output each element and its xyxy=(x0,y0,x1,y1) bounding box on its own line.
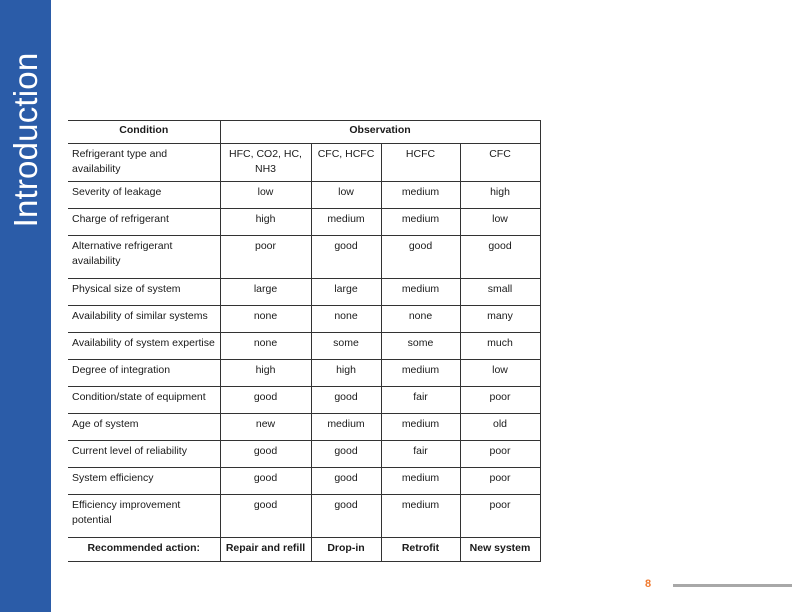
value-cell: low xyxy=(311,182,381,209)
condition-cell: Age of system xyxy=(68,414,220,441)
value-cell: medium xyxy=(381,495,460,538)
value-cell: small xyxy=(460,279,540,306)
table-row xyxy=(68,360,540,387)
value-cell: medium xyxy=(381,182,460,209)
recommended-action-row xyxy=(68,538,540,562)
value-cell: high xyxy=(220,360,311,387)
value-cell: low xyxy=(460,209,540,236)
value-cell: high xyxy=(220,209,311,236)
condition-cell: Availability of system expertise xyxy=(68,333,220,360)
value-cell: poor xyxy=(460,468,540,495)
action-label: Recommended action: xyxy=(68,538,220,562)
value-cell: old xyxy=(460,414,540,441)
header-observation: Observation xyxy=(220,121,540,144)
value-cell: some xyxy=(311,333,381,360)
value-cell: fair xyxy=(381,387,460,414)
value-cell: good xyxy=(311,236,381,279)
table-row xyxy=(68,236,540,279)
action-cell: Repair and refill xyxy=(220,538,311,562)
value-cell: good xyxy=(311,468,381,495)
value-cell: medium xyxy=(381,360,460,387)
condition-cell: Severity of leakage xyxy=(68,182,220,209)
action-cell: New system xyxy=(460,538,540,562)
value-cell: poor xyxy=(460,441,540,468)
condition-cell: Physical size of system xyxy=(68,279,220,306)
value-cell: large xyxy=(311,279,381,306)
value-cell: good xyxy=(220,387,311,414)
value-cell: poor xyxy=(460,495,540,538)
value-cell: good xyxy=(460,236,540,279)
value-cell: much xyxy=(460,333,540,360)
header-condition: Condition xyxy=(68,121,220,144)
value-cell: good xyxy=(311,387,381,414)
condition-cell: System efficiency xyxy=(68,468,220,495)
value-cell: HCFC xyxy=(381,144,460,182)
table-row xyxy=(68,441,540,468)
value-cell: new xyxy=(220,414,311,441)
table-row xyxy=(68,333,540,360)
value-cell: none xyxy=(220,306,311,333)
condition-cell: Alternative refrigerant availability xyxy=(68,236,220,279)
value-cell: good xyxy=(220,468,311,495)
value-cell: high xyxy=(311,360,381,387)
footer-divider xyxy=(673,584,792,587)
value-cell: medium xyxy=(311,414,381,441)
value-cell: HFC, CO2, HC, NH3 xyxy=(220,144,311,182)
condition-cell: Charge of refrigerant xyxy=(68,209,220,236)
value-cell: low xyxy=(220,182,311,209)
value-cell: CFC xyxy=(460,144,540,182)
condition-cell: Refrigerant type and availability xyxy=(68,144,220,182)
condition-cell: Degree of integration xyxy=(68,360,220,387)
value-cell: good xyxy=(381,236,460,279)
value-cell: good xyxy=(311,495,381,538)
value-cell: good xyxy=(220,495,311,538)
condition-cell: Current level of reliability xyxy=(68,441,220,468)
table-row xyxy=(68,209,540,236)
value-cell: fair xyxy=(381,441,460,468)
table-header-row xyxy=(68,121,540,144)
action-cell: Drop-in xyxy=(311,538,381,562)
action-cell: Retrofit xyxy=(381,538,460,562)
value-cell: medium xyxy=(381,209,460,236)
value-cell: none xyxy=(311,306,381,333)
value-cell: poor xyxy=(460,387,540,414)
section-title: Introduction xyxy=(6,52,44,228)
value-cell: poor xyxy=(220,236,311,279)
condition-cell: Condition/state of equipment xyxy=(68,387,220,414)
value-cell: good xyxy=(311,441,381,468)
value-cell: CFC, HCFC xyxy=(311,144,381,182)
value-cell: high xyxy=(460,182,540,209)
value-cell: medium xyxy=(381,414,460,441)
value-cell: good xyxy=(220,441,311,468)
value-cell: none xyxy=(220,333,311,360)
value-cell: large xyxy=(220,279,311,306)
section-sidebar xyxy=(0,0,51,612)
value-cell: none xyxy=(381,306,460,333)
value-cell: many xyxy=(460,306,540,333)
value-cell: medium xyxy=(381,279,460,306)
value-cell: low xyxy=(460,360,540,387)
table-row xyxy=(68,279,540,306)
value-cell: medium xyxy=(311,209,381,236)
table-row xyxy=(68,306,540,333)
condition-cell: Availability of similar systems xyxy=(68,306,220,333)
table-row xyxy=(68,414,540,441)
table-row xyxy=(68,387,540,414)
value-cell: medium xyxy=(381,468,460,495)
table-row xyxy=(68,495,540,538)
condition-cell: Efficiency improvement potential xyxy=(68,495,220,538)
value-cell: some xyxy=(381,333,460,360)
table-row xyxy=(68,182,540,209)
page-number: 8 xyxy=(645,578,652,590)
table-row xyxy=(68,144,540,182)
table-row xyxy=(68,468,540,495)
recommendation-table xyxy=(68,120,541,562)
